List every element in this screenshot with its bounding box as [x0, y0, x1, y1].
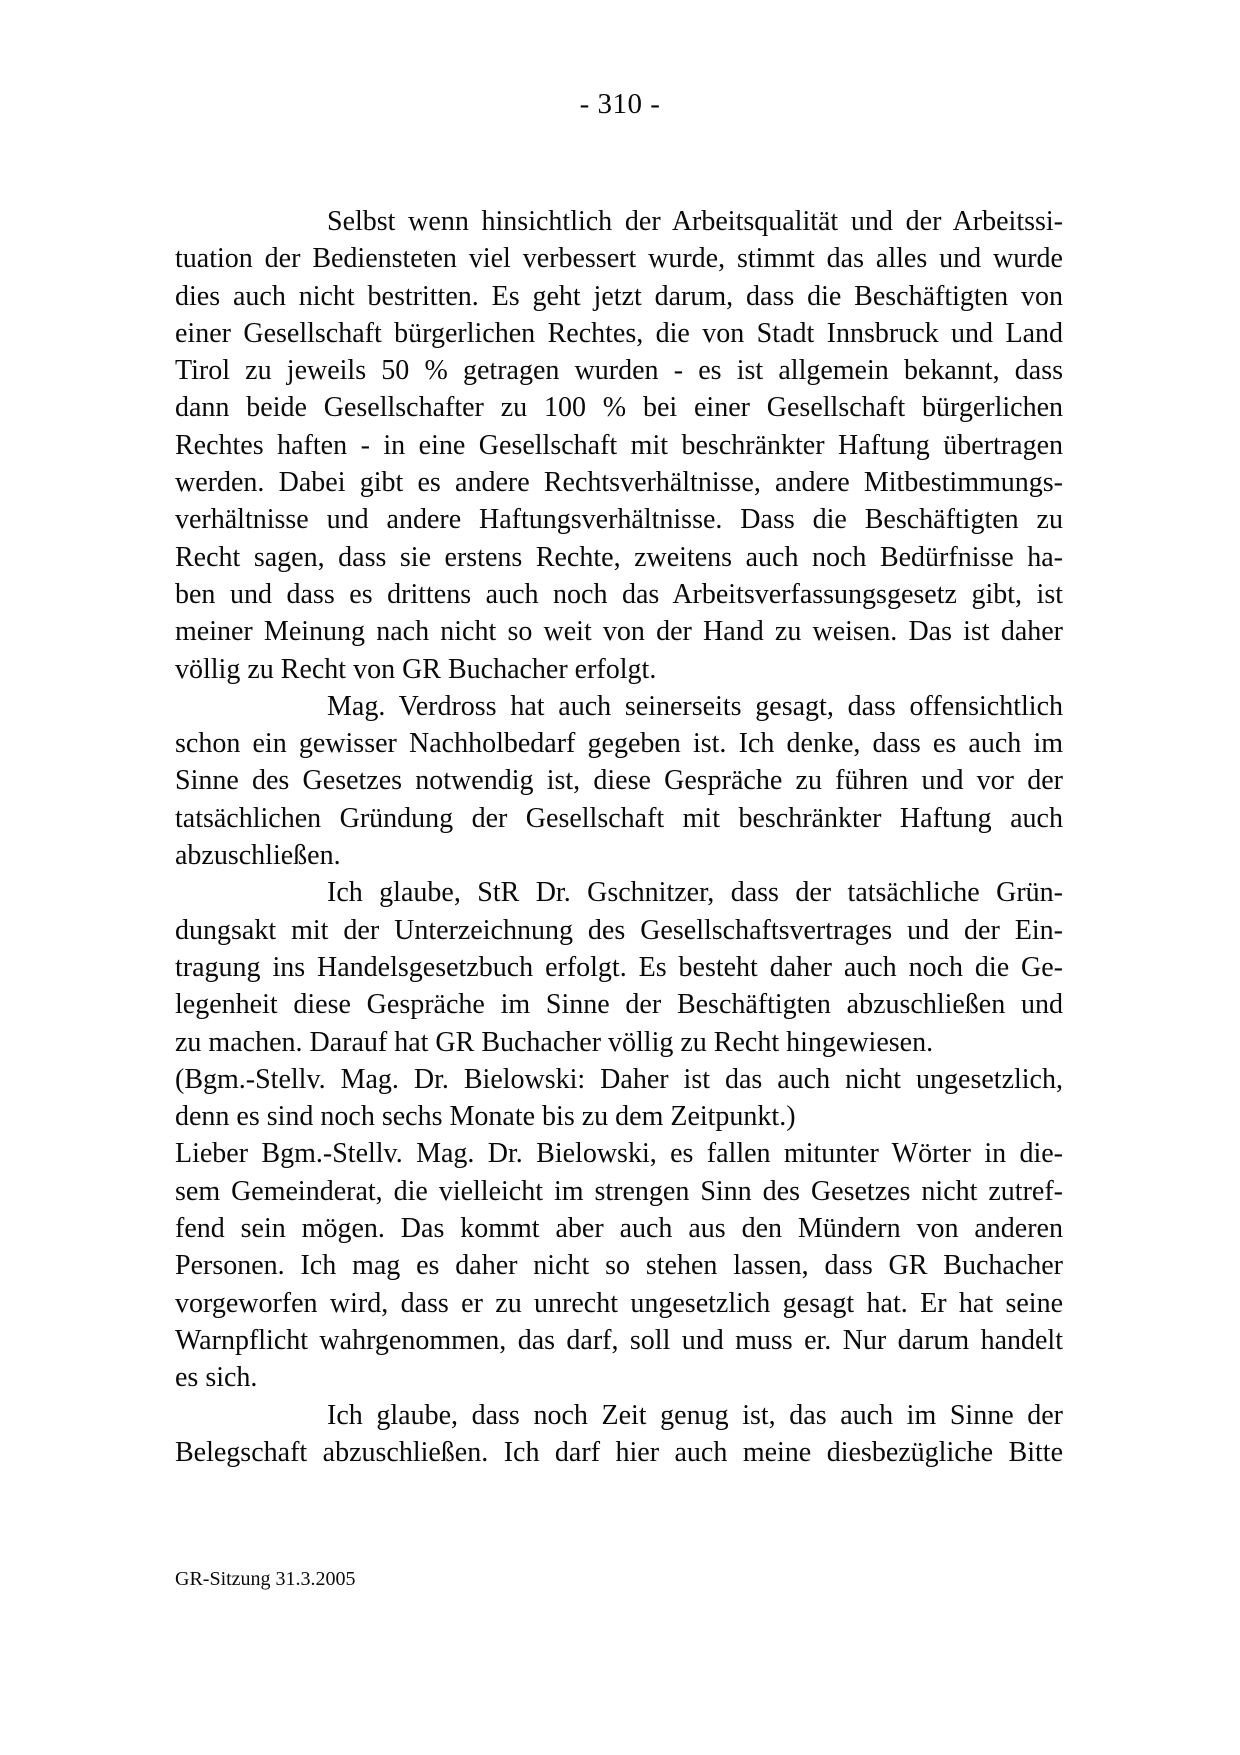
- text-line: tragung ins Handelsgesetzbuch erfolgt. Es besteht daher auch noch die Ge-: [175, 951, 1063, 983]
- text-line: fend sein mögen. Das kommt aber auch aus den Mündern von anderen: [175, 1213, 1063, 1245]
- paragraph: [175, 1397, 1063, 1472]
- text-line: einer Gesellschaft bürgerlichen Rechtes, die von Stadt Innsbruck und Land: [175, 317, 1063, 349]
- paragraph: [175, 1061, 1063, 1136]
- paragraph: [175, 874, 1063, 1060]
- text-line: schon ein gewisser Nachholbedarf gegeben ist. Ich denke, dass es auch im: [175, 728, 1063, 760]
- text-line: Belegschaft abzuschließen. Ich darf hier auch meine diesbezügliche Bitte: [175, 1436, 1063, 1468]
- text-line: Personen. Ich mag es daher nicht so stehen lassen, dass GR Buchacher: [175, 1250, 1063, 1282]
- text-line: verhältnisse und andere Haftungsverhältnisse. Dass die Beschäftigten zu: [175, 504, 1063, 536]
- page-number: - 310 -: [579, 88, 661, 120]
- text-line: Rechtes haften - in eine Gesellschaft mit beschränkter Haftung übertragen: [175, 429, 1063, 461]
- paragraph: [175, 203, 1063, 688]
- paragraph: [175, 1135, 1063, 1396]
- text-line: denn es sind noch sechs Monate bis zu dem Zeitpunkt.): [175, 1101, 796, 1133]
- text-line: es sich.: [175, 1362, 258, 1394]
- text-line: vorgeworfen wird, dass er zu unrecht ungesetzlich gesagt hat. Er hat seine: [175, 1287, 1063, 1319]
- text-line: dann beide Gesellschafter zu 100 % bei einer Gesellschaft bürgerlichen: [175, 392, 1063, 424]
- text-line: Ich glaube, StR Dr. Gschnitzer, dass der tatsächliche Grün-: [327, 877, 1063, 909]
- text-line: (Bgm.-Stellv. Mag. Dr. Bielowski: Daher ist das auch nicht ungesetzlich,: [175, 1063, 1063, 1095]
- text-line: Warnpflicht wahrgenommen, das darf, soll und muss er. Nur darum handelt: [175, 1324, 1063, 1356]
- footer-note: GR-Sitzung 31.3.2005: [175, 1568, 356, 1590]
- text-line: Mag. Verdross hat auch seinerseits gesagt, dass offensichtlich: [327, 690, 1063, 722]
- text-line: Ich glaube, dass noch Zeit genug ist, das auch im Sinne der: [327, 1399, 1063, 1431]
- text-line: abzuschließen.: [175, 840, 341, 872]
- text-line: legenheit diese Gespräche im Sinne der Beschäftigten abzuschließen und: [175, 989, 1063, 1021]
- text-line: dungsakt mit der Unterzeichnung des Gesellschaftsvertrages und der Ein-: [175, 914, 1063, 946]
- text-line: zu machen. Darauf hat GR Buchacher völlig zu Recht hingewiesen.: [175, 1026, 934, 1058]
- text-line: dies auch nicht bestritten. Es geht jetzt darum, dass die Beschäftigten von: [175, 280, 1063, 312]
- text-line: werden. Dabei gibt es andere Rechtsverhältnisse, andere Mitbestimmungs-: [175, 467, 1063, 499]
- text-line: tuation der Bediensteten viel verbessert wurde, stimmt das alles und wurde: [175, 243, 1063, 275]
- text-line: tatsächlichen Gründung der Gesellschaft mit beschränkter Haftung auch: [175, 802, 1063, 834]
- text-line: meiner Meinung nach nicht so weit von der Hand zu weisen. Das ist daher: [175, 616, 1063, 648]
- text-line: Selbst wenn hinsichtlich der Arbeitsqualität und der Arbeitssi-: [327, 206, 1063, 237]
- text-line: sem Gemeinderat, die vielleicht im strengen Sinn des Gesetzes nicht zutref-: [175, 1175, 1063, 1207]
- text-line: ben und dass es drittens auch noch das Arbeitsverfassungsgesetz gibt, ist: [175, 578, 1063, 610]
- text-line: völlig zu Recht von GR Buchacher erfolgt.: [175, 653, 657, 685]
- document-body: [175, 203, 1063, 1471]
- paragraph: [175, 688, 1063, 874]
- text-line: Lieber Bgm.-Stellv. Mag. Dr. Bielowski, es fallen mitunter Wörter in die-: [175, 1138, 1063, 1170]
- text-line: Sinne des Gesetzes notwendig ist, diese Gespräche zu führen und vor der: [175, 765, 1063, 797]
- text-line: Recht sagen, dass sie erstens Rechte, zweitens auch noch Bedürfnisse ha-: [175, 541, 1063, 573]
- text-line: Tirol zu jeweils 50 % getragen wurden - es ist allgemein bekannt, dass: [175, 355, 1063, 387]
